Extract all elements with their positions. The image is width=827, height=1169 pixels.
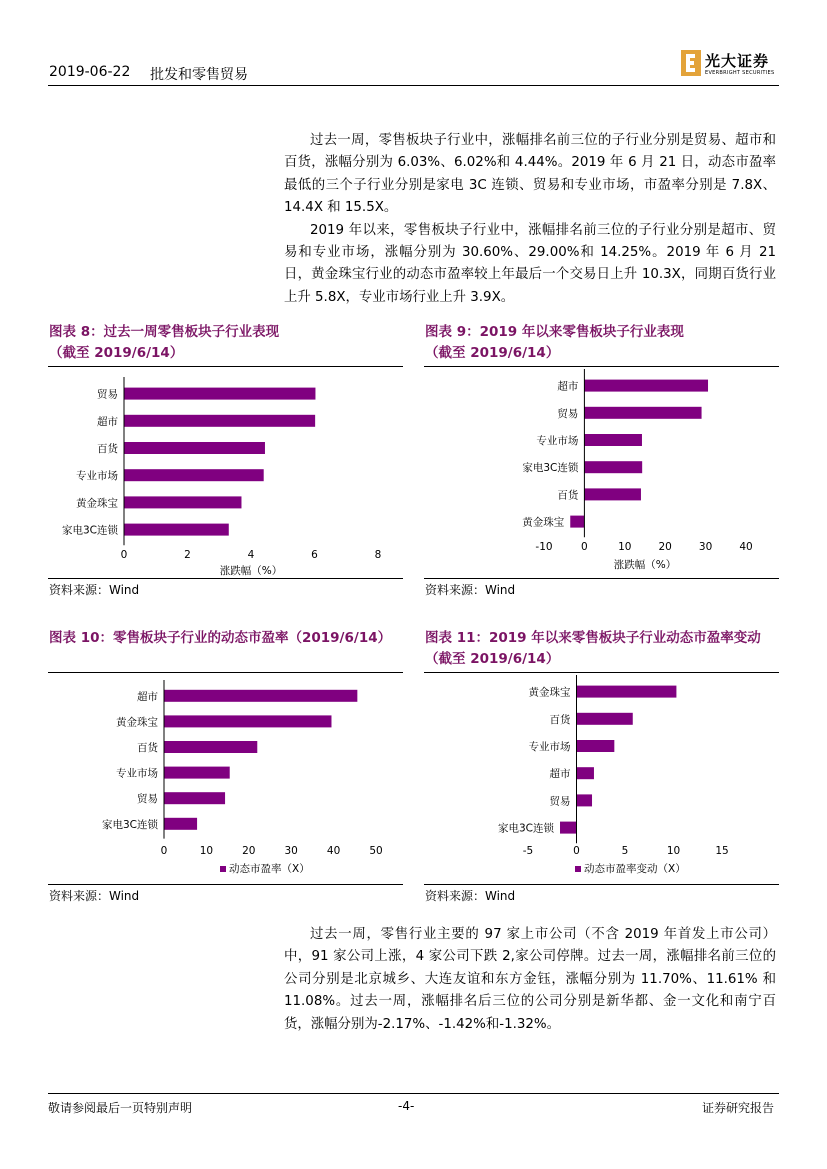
fig11-top-rule [424,672,779,673]
bar-黄金珠宝 [570,516,584,528]
bar-贸易 [164,792,225,804]
fig8-title-line2: （截至 2019/6/14） [49,345,184,361]
category-label: 超市 [557,380,579,393]
bar-黄金珠宝 [577,686,677,698]
category-label: 专业市场 [536,435,579,447]
category-label: 黄金珠宝 [116,716,158,729]
category-label: 百货 [549,713,571,726]
fig9-title [425,322,684,364]
x-tick-label: 4 [247,549,255,561]
fig10-chart [48,674,403,884]
category-label: 超市 [549,768,571,781]
bar-贸易 [577,794,593,806]
legend-label: 动态市盈率（X） [229,863,310,875]
fig9-bottom-rule [424,578,779,579]
x-tick-label: 0 [581,541,588,553]
bar-超市 [124,415,315,427]
fig9-source: 资料来源：Wind [425,583,516,597]
x-tick-label: 0 [160,845,168,857]
x-tick-label: 0 [120,549,128,561]
category-label: 贸易 [557,407,579,420]
header-divider [48,85,779,86]
fig8-source: 资料来源：Wind [49,583,140,597]
x-tick-label: -5 [522,845,534,857]
fig11-chart [424,674,779,884]
bar-专业市场 [584,434,642,446]
footer-disclaimer: 敬请参阅最后一页特别声明 [48,1101,193,1115]
category-label: 家电3C连锁 [497,822,555,835]
x-tick-label: 20 [658,541,672,553]
x-tick-label: 5 [621,845,629,857]
fig10-source: 资料来源：Wind [49,889,140,903]
x-tick-label: 8 [374,549,382,561]
x-tick-label: 40 [326,845,341,857]
fig10-title [49,628,391,649]
bar-家电3C连锁 [560,822,576,834]
page-number: -4- [398,1099,415,1113]
logo-subtext: EVERBRIGHT SECURITIES [705,70,775,76]
fig11-source: 资料来源：Wind [425,889,516,903]
footer-divider [48,1093,779,1094]
x-tick-label: 10 [199,845,214,857]
bar-家电3C连锁 [584,461,642,473]
category-label: 超市 [137,690,158,703]
footer-report-type: 证券研究报告 [702,1101,775,1115]
bar-百货 [124,442,265,454]
bar-百货 [577,713,633,725]
fig9-chart [424,368,779,578]
x-tick-label: 20 [242,845,256,857]
category-label: 贸易 [97,388,118,401]
report-date: 2019-06-22 [49,64,131,80]
category-label: 百货 [557,489,579,502]
legend-label: 动态市盈率变动（X） [584,863,686,875]
x-tick-label: 0 [573,845,580,857]
x-tick-label: 30 [284,845,298,857]
intro-paragraph-1: 过去一周，零售板块子行业中，涨幅排名前三位的子行业分别是贸易、超市和百货，涨幅分别为 6.03%、6.02%和 4.44%。2019 年 6 月 21 日，动态市盈率最低的三个子行业分别是家电 3C 连锁、贸易和专业市场，市盈率分别是 7.8X、14.4X 和 15.5X。 [284,133,776,216]
fig8-bottom-rule [48,578,403,579]
x-tick-label: 50 [369,845,383,857]
category-label: 专业市场 [528,741,571,753]
bar-贸易 [124,388,315,400]
fig11-title [425,628,761,670]
bar-超市 [577,767,594,779]
bar-百货 [584,488,641,500]
x-tick-label: 10 [666,845,681,857]
bar-超市 [584,380,708,392]
x-tick-label: 30 [698,541,713,553]
fig11-title-line1: 图表 11：2019 年以来零售板块子行业动态市盈率变动 [425,630,761,646]
fig11-bottom-rule [424,884,779,885]
fig9-top-rule [424,366,779,367]
fig11-title-line2: （截至 2019/6/14） [425,651,560,667]
fig10-top-rule [48,672,403,673]
category-label: 家电3C连锁 [61,524,118,537]
everbright-logo-icon [681,50,701,80]
bar-专业市场 [124,469,264,481]
bar-黄金珠宝 [164,715,331,727]
bar-百货 [164,741,257,753]
category-label: 超市 [97,415,118,428]
bar-黄金珠宝 [124,496,241,508]
logo-text: 光大证券 [705,52,770,70]
bar-家电3C连锁 [164,818,197,830]
fig10-bottom-rule [48,884,403,885]
legend-swatch [575,866,581,872]
category-label: 黄金珠宝 [76,497,118,510]
x-tick-label: 15 [715,845,729,857]
x-axis-label: 涨跌幅（%） [613,559,677,571]
fig8-chart [48,368,403,578]
fig9-title-line2: （截至 2019/6/14） [425,345,560,361]
bar-家电3C连锁 [124,524,229,536]
bar-超市 [164,690,357,702]
fig10-title-line1: 图表 10：零售板块子行业的动态市盈率（2019/6/14） [49,630,392,646]
category-label: 黄金珠宝 [522,516,565,529]
fig9-title-line1: 图表 9：2019 年以来零售板块子行业表现 [425,324,684,340]
category-label: 百货 [97,443,118,455]
bar-贸易 [584,407,701,419]
x-tick-label: 2 [184,549,191,561]
bar-专业市场 [577,740,615,752]
category-label: 家电3C连锁 [101,818,158,831]
x-tick-label: 10 [618,541,632,553]
fig8-title-line1: 图表 8：过去一周零售板块子行业表现 [49,324,280,340]
fig8-top-rule [48,366,403,367]
x-tick-label: 40 [739,541,753,553]
intro-text [284,130,776,309]
x-axis-label: 涨跌幅（%） [219,565,283,577]
outro-paragraph-1: 过去一周，零售行业主要的 97 家上市公司（不含 2019 年首发上市公司）中，91 家公司上涨，4 家公司下跌 2,家公司停牌。过去一周，涨幅排名前三位的公司分别是北京城乡、大连友谊和东方金钰，涨幅分别为 11.70%、11.61% 和 11.08%。过去一周，涨幅排名后三位的公司分别是新华都、金一文化和南宁百货，涨幅分别为-2.17%、-1.42%和-1.32%。 [284,927,776,1032]
bar-专业市场 [164,767,230,779]
category-label: 百货 [137,742,158,754]
x-tick-label: 6 [311,549,318,561]
report-sector: 批发和零售贸易 [150,67,248,83]
category-label: 专业市场 [76,470,118,483]
category-label: 贸易 [137,793,158,806]
category-label: 黄金珠宝 [528,686,571,699]
intro-paragraph-2: 2019 年以来，零售板块子行业中，涨幅排名前三位的子行业分别是超市、贸易和专业市场，涨幅分别为 30.60%、29.00%和 14.25%。2019 年 6 月 21 日，黄金珠宝行业的动态市盈率较上年最后一个交易日上升 10.3X，同期百货行业上升 5.8X，专业市场行业上升 3.9X。 [284,222,776,305]
category-label: 家电3C连锁 [522,462,579,475]
fig8-title [49,322,279,364]
x-tick-label: -10 [535,541,553,553]
legend-swatch [220,866,226,872]
outro-text [284,924,776,1036]
category-label: 贸易 [549,795,571,808]
category-label: 专业市场 [116,767,158,780]
